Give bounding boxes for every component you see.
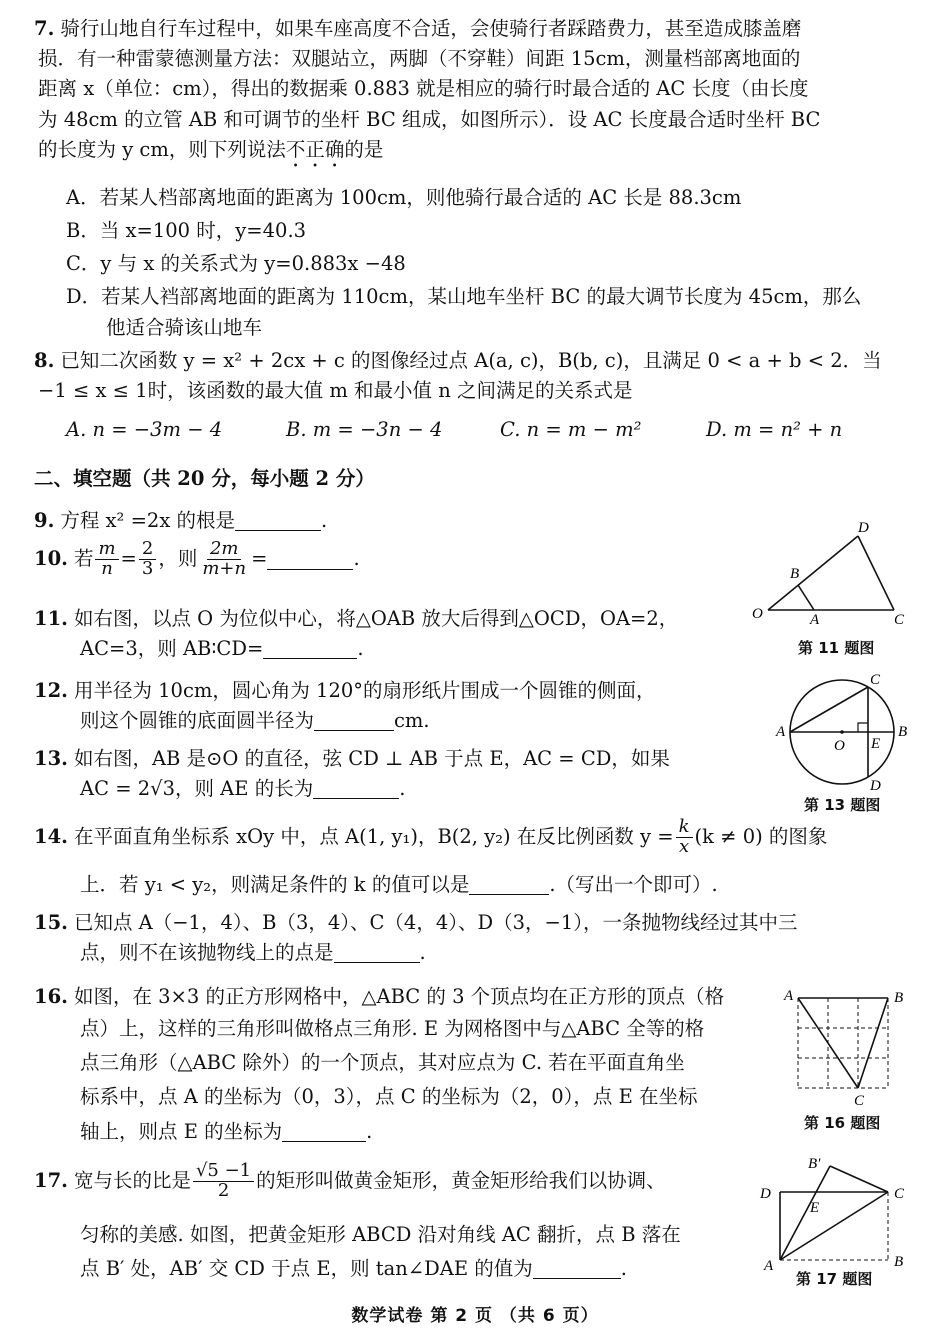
section-heading: 二、填空题（共 20 分，每小题 2 分） xyxy=(34,467,375,490)
question-text: 的矩形叫做黄金矩形，黄金矩形给我们以协调、 xyxy=(256,1169,666,1193)
figure-16-grid xyxy=(780,984,920,1106)
question-text: 在平面直角坐标系 xOy 中，点 A(1, y₁)，B(2, y₂) 在反比例函数 y = xyxy=(73,825,674,849)
question-text: 宽与长的比是 xyxy=(73,1169,191,1193)
answer-blank[interactable] xyxy=(263,638,357,659)
question-text: 已知二次函数 y = x² + 2cx + c 的图像经过点 A(a, c)，B(b, c)，且满足 0 < a + b < 2．当 xyxy=(60,349,882,372)
figure-11-diagram xyxy=(748,518,918,626)
fraction xyxy=(199,540,249,579)
numerator: 2 xyxy=(139,540,156,560)
numerator: k xyxy=(676,818,693,838)
label-A: A xyxy=(764,1258,774,1274)
question-text: 如图，在 3×3 的正方形网格中，△ABC 的 3 个顶点均在正方形的顶点（格 xyxy=(73,985,725,1008)
fraction xyxy=(95,540,118,579)
q8-option-b: B. m = −3n − 4 xyxy=(286,418,443,441)
question-16 xyxy=(34,982,764,1149)
question-text: 距离 x（单位：cm），得出的数据乘 0.883 就是相应的骑行时最合适的 AC 长度（由长度 xyxy=(38,77,809,101)
page-footer: 数学试卷 第 2 页 （共 6 页） xyxy=(351,1306,599,1326)
label-B: B xyxy=(898,724,908,740)
question-7 xyxy=(34,14,919,172)
punctuation: . xyxy=(419,941,426,965)
question-number: 12. xyxy=(34,679,68,702)
question-text: 点，则不在该抛物线上的点是 xyxy=(80,941,334,965)
question-text: 点三角形（△ABC 除外）的一个顶点，其对应点为 C. 若在平面直角坐 xyxy=(80,1051,685,1075)
question-number: 7. xyxy=(34,17,55,40)
question-text: 方程 x² =2x 的根是 xyxy=(60,509,236,532)
figure-caption: 第 16 题图 xyxy=(804,1114,881,1132)
equals: = xyxy=(251,547,268,571)
denominator: 3 xyxy=(141,557,154,579)
numerator: √5 −1 xyxy=(193,1162,254,1182)
q8-option-c: C. n = m − m² xyxy=(500,418,642,441)
question-text: 为 48cm 的立管 AB 和可调节的坐杆 BC 组成，如图所示）．设 AC 长度最合适时坐杆 BC xyxy=(38,107,821,131)
label-A: A xyxy=(810,612,820,626)
label-D: D xyxy=(870,778,881,794)
label-B: B xyxy=(894,990,904,1006)
fraction xyxy=(676,818,693,857)
punctuation: . xyxy=(321,509,328,532)
punctuation: . xyxy=(366,1119,373,1143)
punctuation: cm. xyxy=(394,709,430,733)
question-text: 的长度为 y cm，则下列说法 xyxy=(38,137,286,161)
punctuation: . xyxy=(357,637,364,661)
label-B: B xyxy=(790,566,800,582)
figure-caption: 第 17 题图 xyxy=(796,1270,873,1288)
question-number: 17. xyxy=(34,1169,68,1193)
denominator: x xyxy=(678,835,690,857)
question-text: 轴上，则点 E 的坐标为 xyxy=(80,1119,283,1143)
question-12 xyxy=(34,676,754,736)
question-text: 标系中，点 A 的坐标为（0，3），点 C 的坐标为（2，0），点 E 在坐标 xyxy=(80,1085,698,1109)
equals: = xyxy=(120,547,137,571)
label-E: E xyxy=(810,1200,820,1216)
figure-caption: 第 13 题图 xyxy=(804,796,881,814)
question-text: 若 xyxy=(73,547,94,571)
q7-option-c: C．y 与 x 的关系式为 y=0.883x −48 xyxy=(66,252,406,275)
q7-option-a: A．若某人档部离地面的距离为 100cm，则他骑行最合适的 AC 长是 88.3cm xyxy=(66,186,742,209)
label-B: B xyxy=(894,1254,904,1270)
question-14 xyxy=(34,818,919,857)
label-D: D xyxy=(760,1186,771,1202)
question-text: 上．若 y₁ < y₂，则满足条件的 k 的值可以是 xyxy=(80,873,470,896)
answer-blank[interactable] xyxy=(314,710,394,731)
figure-13-diagram xyxy=(770,668,920,794)
q7-option-d: D．若某人裆部离地面的距离为 110cm，某山地车坐杆 BC 的最大调节长度为 45cm，那么 xyxy=(66,285,862,308)
q8-option-a: A. n = −3m − 4 xyxy=(66,418,223,441)
q8-option-d: D. m = n² + n xyxy=(706,418,843,441)
question-number: 13. xyxy=(34,747,68,770)
question-text: −1 ≤ x ≤ 1时，该函数的最大值 m 和最小值 n 之间满足的关系式是 xyxy=(38,379,633,403)
figure-17-diagram xyxy=(758,1148,918,1278)
question-text: 如右图，以点 O 为位似中心，将△OAB 放大后得到△OCD，OA=2， xyxy=(73,607,679,630)
punctuation: .（写出一个即可）. xyxy=(549,873,718,896)
q7-option-b: B．当 x=100 时，y=40.3 xyxy=(66,219,307,242)
question-number: 15. xyxy=(34,911,68,934)
question-text: 如右图，AB 是⊙O 的直径，弦 CD ⊥ AB 于点 E，AC = CD，如果 xyxy=(73,747,670,770)
label-C: C xyxy=(870,672,881,688)
fraction xyxy=(139,540,156,579)
label-D: D xyxy=(858,520,869,536)
numerator: m xyxy=(95,540,118,560)
numerator: 2m xyxy=(207,540,242,560)
figure-caption: 第 11 题图 xyxy=(798,639,875,657)
question-17 xyxy=(34,1162,774,1201)
label-A: A xyxy=(784,988,794,1004)
punctuation: . xyxy=(353,547,360,571)
answer-blank[interactable] xyxy=(533,1258,621,1279)
question-text: AC = 2√3，则 AE 的长为 xyxy=(80,777,314,801)
denominator: m+n xyxy=(202,557,247,579)
question-17-rest xyxy=(34,1218,774,1286)
denominator: n xyxy=(101,557,113,579)
question-text: 点）上，这样的三角形叫做格点三角形. E 为网格图中与△ABC 全等的格 xyxy=(80,1017,705,1041)
answer-blank[interactable] xyxy=(469,874,549,895)
question-13 xyxy=(34,744,754,804)
question-14-line-2 xyxy=(34,870,919,900)
question-11 xyxy=(34,604,754,664)
question-number: 14. xyxy=(34,825,68,849)
label-C: C xyxy=(894,612,905,626)
question-text: AC=3，则 AB∶CD= xyxy=(80,637,264,661)
emphasis-text: 不正确 xyxy=(285,137,345,161)
punctuation: . xyxy=(399,777,406,801)
label-E: E xyxy=(871,736,881,752)
question-text: 点 B′ 处，AB′ 交 CD 于点 E，则 tan∠DAE 的值为 xyxy=(80,1257,533,1281)
question-number: 16. xyxy=(34,985,68,1008)
question-number: 10. xyxy=(34,547,68,571)
label-C: C xyxy=(854,1093,865,1106)
question-8 xyxy=(34,346,919,406)
question-text: 则这个圆锥的底面圆半径为 xyxy=(80,709,315,733)
question-text: (k ≠ 0) 的图象 xyxy=(694,825,828,849)
question-text: 已知点 A（−1，4）、B（3，4）、C（4，4）、D（3，−1），一条抛物线经过其中三 xyxy=(73,911,798,934)
question-text: ，则 xyxy=(158,547,198,571)
fraction xyxy=(193,1162,254,1201)
denominator: 2 xyxy=(217,1179,230,1201)
question-text: 匀称的美感. 如图，把黄金矩形 ABCD 沿对角线 AC 翻折，点 B 落在 xyxy=(80,1223,681,1246)
question-number: 11. xyxy=(34,607,68,630)
label-B-prime: B′ xyxy=(808,1156,821,1172)
answer-blank[interactable] xyxy=(334,942,420,963)
label-C: C xyxy=(894,1186,905,1202)
answer-blank[interactable] xyxy=(313,778,399,799)
question-text: 用半径为 10cm，圆心角为 120°的扇形纸片围成一个圆锥的侧面， xyxy=(73,679,656,702)
label-A: A xyxy=(776,724,786,740)
answer-blank[interactable] xyxy=(267,549,353,570)
q7-option-d-cont: 他适合骑该山地车 xyxy=(106,316,263,339)
question-number: 9. xyxy=(34,509,55,532)
answer-blank[interactable] xyxy=(282,1120,366,1141)
question-number: 8. xyxy=(34,349,55,372)
answer-blank[interactable] xyxy=(235,510,321,531)
question-text: 损．有一种雷蒙德测量方法：双腿站立，两脚（不穿鞋）间距 15cm，测量档部离地面的 xyxy=(38,47,801,71)
label-O: O xyxy=(834,738,845,754)
question-text: 的是 xyxy=(344,137,384,161)
punctuation: . xyxy=(620,1257,627,1281)
question-text: 骑行山地自行车过程中，如果车座高度不合适，会使骑行者踩踏费力，甚至造成膝盖磨 xyxy=(60,17,802,40)
question-15 xyxy=(34,908,919,968)
label-O: O xyxy=(752,606,763,622)
